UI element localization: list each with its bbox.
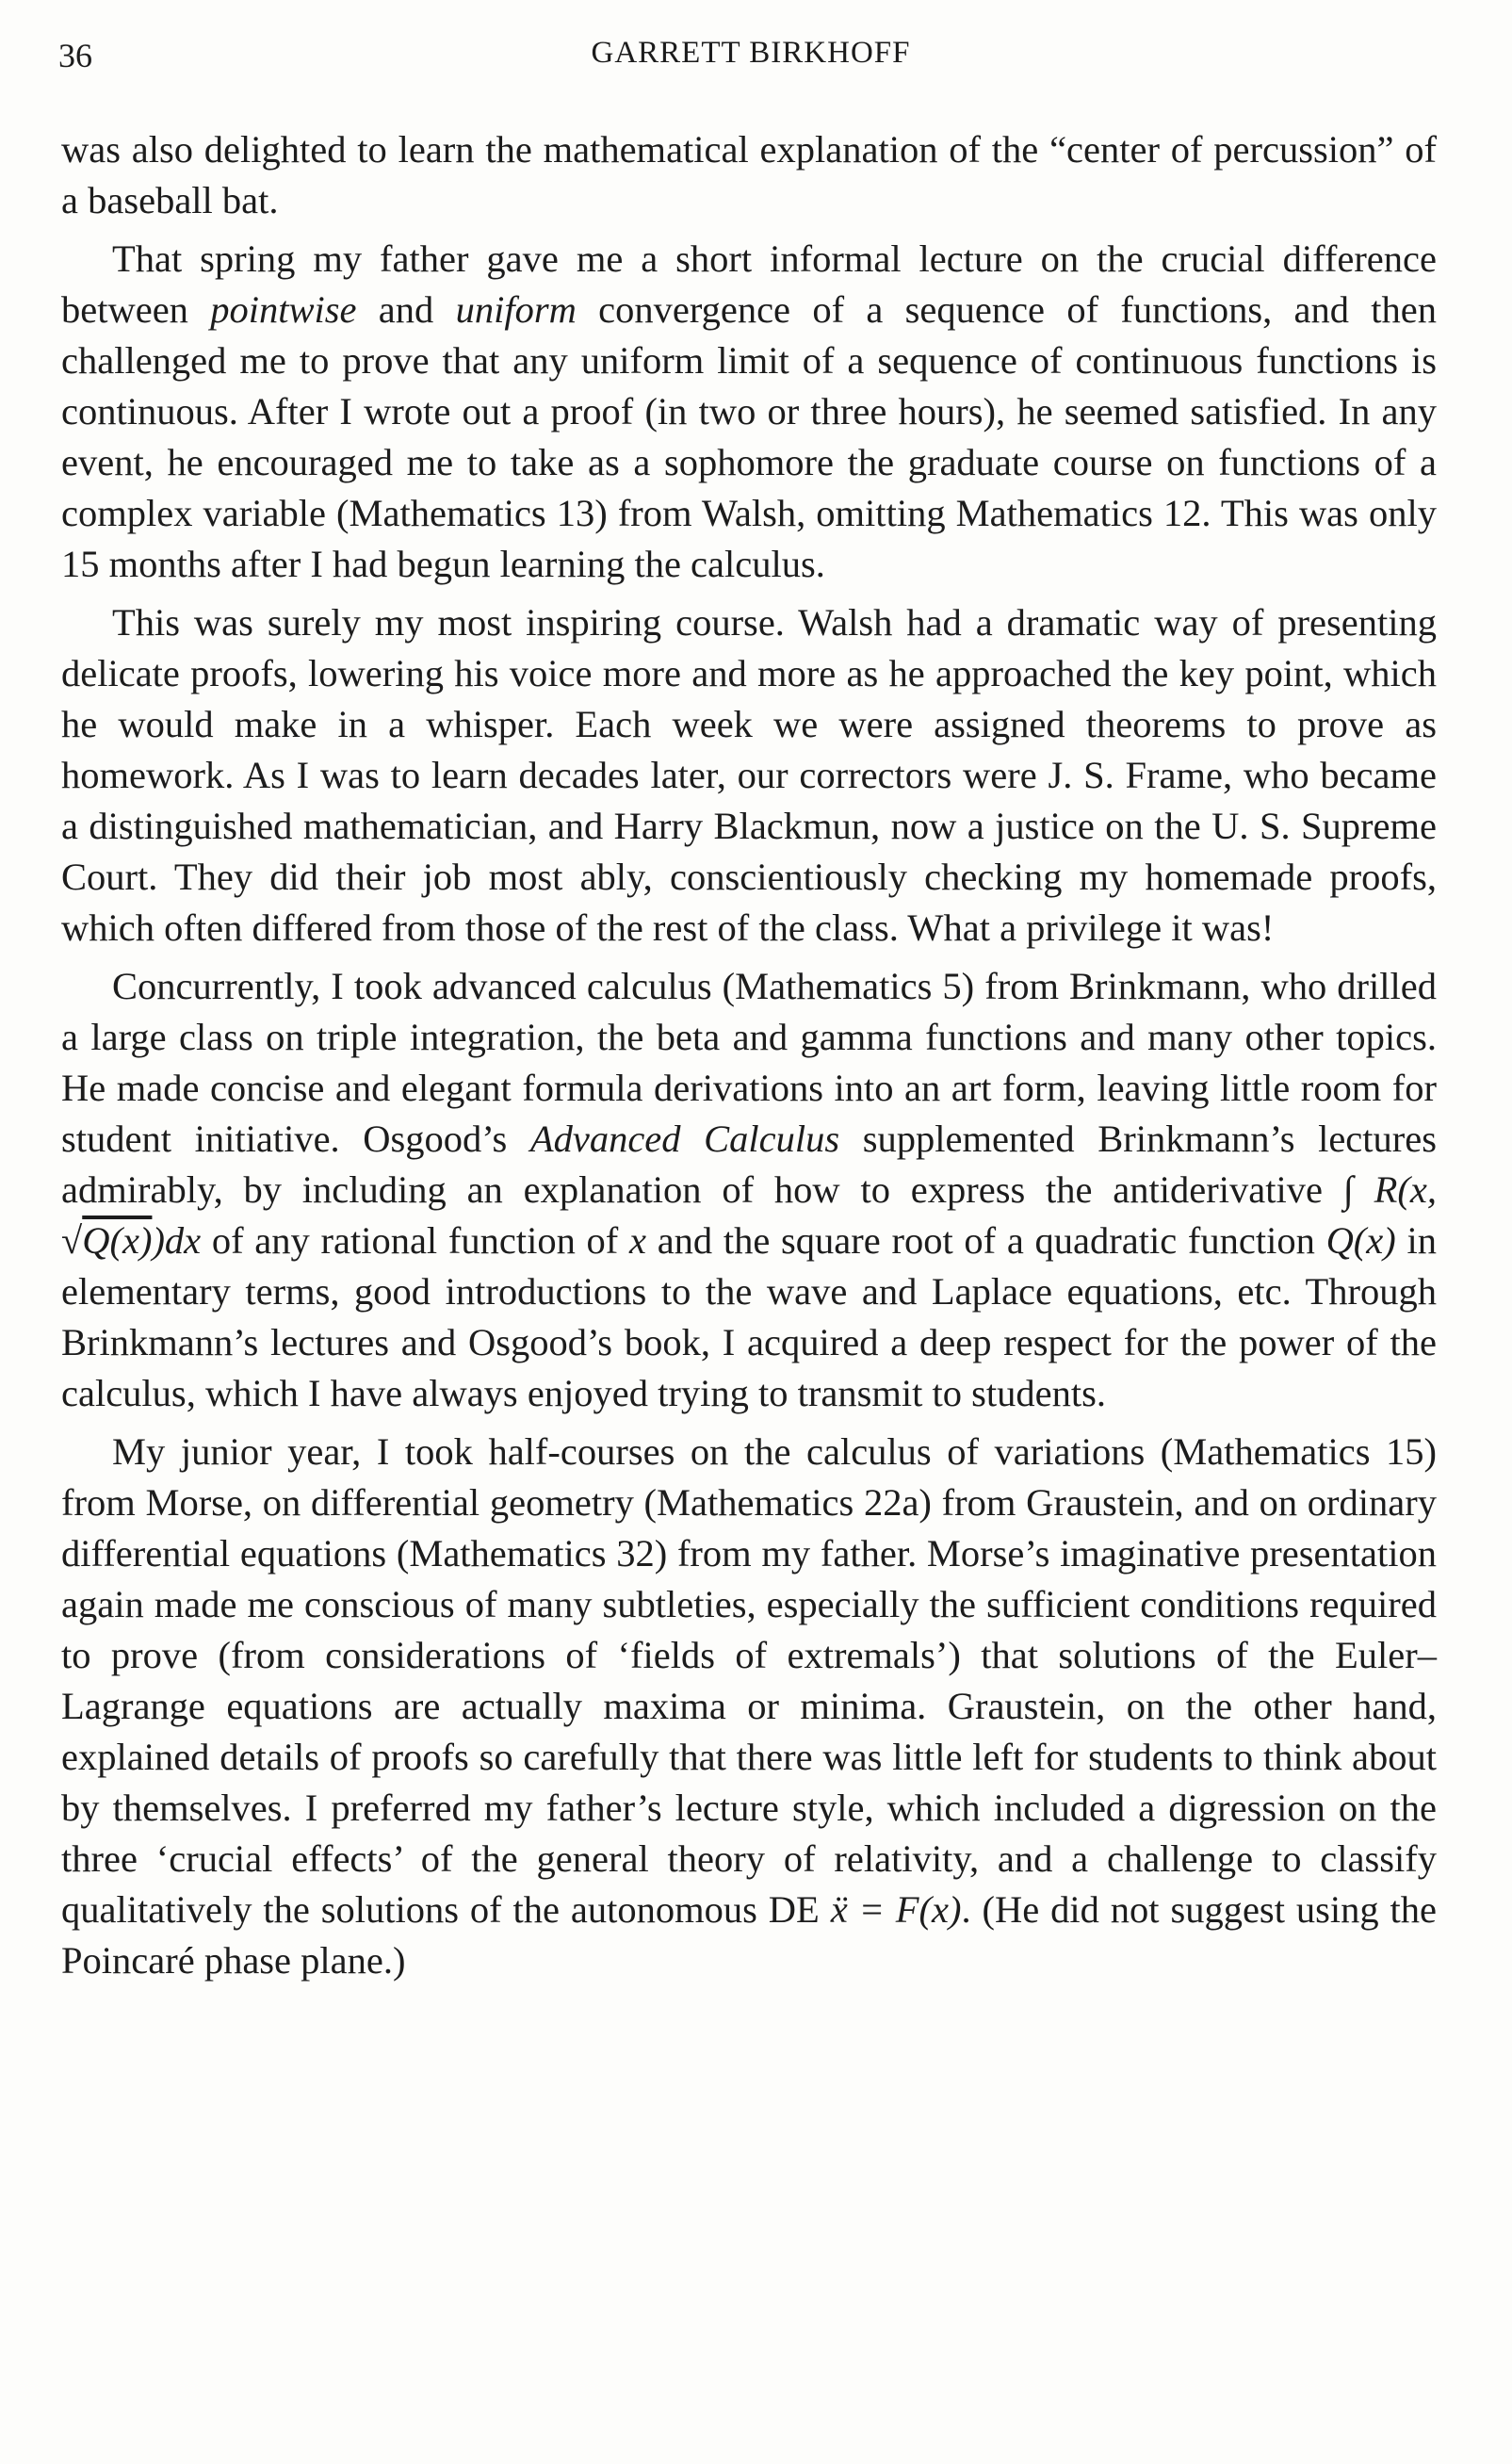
emphasis-pointwise: pointwise: [210, 288, 357, 331]
paragraph-3: This was surely my most inspiring course. Walsh had a dramatic way of presenting delicate proofs, lowering his voice more and more as he approached the key point, which he would make in a whisper. Each week we were assigned theorems to prove as homework. As I was to learn decades later, our correctors were J. S. Frame, who became a distinguished mathematician, and Harry Blackmun, now a justice on the U. S. Supreme Court. They did their job most ably, conscientiously checking my homemade proofs, which often differed from those of the rest of the class. What a privilege it was!: [61, 601, 1437, 949]
math-de: ẍ = F(x): [830, 1888, 962, 1931]
emphasis-uniform: uniform: [455, 288, 577, 331]
book-title-advanced-calculus: Advanced Calculus: [529, 1118, 840, 1160]
body-text: [61, 124, 1437, 1994]
running-head: GARRETT BIRKHOFF: [591, 36, 911, 70]
page-number: 36: [58, 37, 92, 74]
paragraph-1: was also delighted to learn the mathematical explanation of the “center of percussion” of a baseball bat.: [61, 128, 1437, 221]
math-qx: Q(x): [1325, 1219, 1396, 1262]
paragraph-5: My junior year, I took half-courses on the calculus of variations (Mathematics 15) from Morse, on differential geometry (Mathematics 22a) from Graustein, and on ordinary differential equations (Mathematics 32) from my father. Morse’s imaginative presentation again made me conscious of many subtleties, especially the sufficient conditions required to prove (from considerations of ‘fields of extremals’) that solutions of the Euler–Lagrange equations are actually maxima or minima. Graustein, on the other hand, explained details of proofs so carefully that there was little left for students to think about by themselves. I preferred my father’s lecture style, which included a digression on the three ‘crucial effects’ of the general theory of relativity, and a challenge to classify qualitatively the solutions of the autonomous DE ẍ = F(x). (He did not suggest using the Poincaré phase plane.): [61, 1430, 1437, 1982]
antiderivative-formula: ∫ R(x, √Q(x))dx: [61, 1168, 1437, 1262]
page-header: [58, 36, 1443, 83]
paragraph-2: That spring my father gave me a short informal lecture on the crucial difference between pointwise and uniform convergence of a sequence of functions, and then challenged me to prove that any uniform limit of a sequence of continuous functions is continuous. After I wrote out a proof (in two or three hours), he seemed satisfied. In any event, he encouraged me to take as a sophomore the graduate course on functions of a complex variable (Mathematics 13) from Walsh, omitting Mathematics 12. This was only 15 months after I had begun learning the calculus.: [61, 237, 1438, 585]
paragraph-4: Concurrently, I took advanced calculus (Mathematics 5) from Brinkmann, who drilled a large class on triple integration, the beta and gamma functions and many other topics. He made concise and elegant formula derivations into an art form, leaving little room for student initiative. Osgood’s Advanced Calculus supplemented Brinkmann’s lectures admirably, by including an explanation of how to express the antiderivative ∫ R(x, √Q(x))dx of any rational function of x and the square root of a quadratic function Q(x) in elementary terms, good introductions to the wave and Laplace equations, etc. Through Brinkmann’s lectures and Osgood’s book, I acquired a deep respect for the power of the calculus, which I have always enjoyed trying to transmit to students.: [61, 965, 1437, 1414]
math-x: x: [629, 1219, 646, 1262]
